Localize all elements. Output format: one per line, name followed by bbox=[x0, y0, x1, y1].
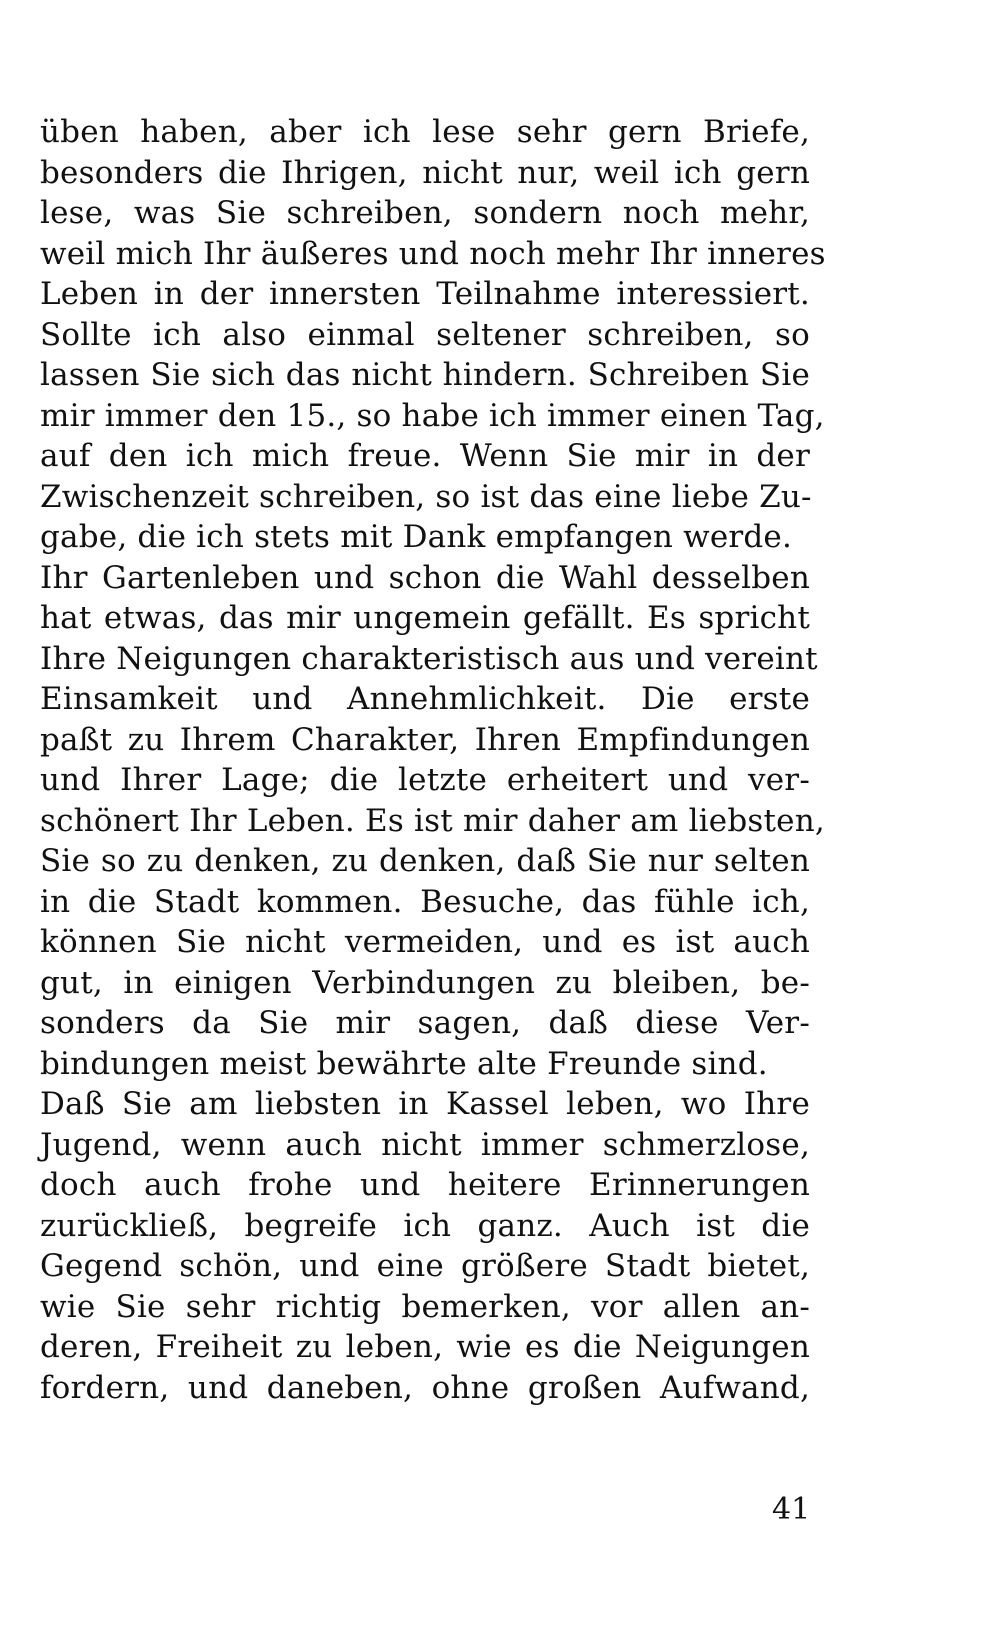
page-number: 41 bbox=[772, 1492, 811, 1527]
text-line: weil mich Ihr äußeres und noch mehr Ihr inneres bbox=[40, 235, 826, 272]
text-line: Sollte ich also einmal seltener schreiben, so bbox=[40, 316, 810, 353]
text-line: zurückließ, begreife ich ganz. Auch ist die bbox=[40, 1207, 810, 1244]
text-line: gut, in einigen Verbindungen zu bleiben, be- bbox=[40, 964, 810, 1001]
text-line: Ihr Gartenleben und schon die Wahl desselben bbox=[40, 559, 810, 596]
text-line: deren, Freiheit zu leben, wie es die Neigungen bbox=[40, 1329, 810, 1365]
text-line: Jugend, wenn auch nicht immer schmerzlose, bbox=[40, 1126, 810, 1163]
text-line: lassen Sie sich das nicht hindern. Schreiben Sie bbox=[40, 357, 810, 393]
text-line: Einsamkeit und Annehmlichkeit. Die erste bbox=[40, 681, 810, 717]
text-line: besonders die Ihrigen, nicht nur, weil ich gern bbox=[40, 154, 810, 191]
text-line: lese, was Sie schreiben, sondern noch mehr, bbox=[40, 195, 810, 231]
text-line: üben haben, aber ich lese sehr gern Briefe, bbox=[40, 114, 810, 150]
text-line: bindungen meist bewährte alte Freunde sind. bbox=[40, 1045, 768, 1082]
text-line: Daß Sie am liebsten in Kassel leben, wo Ihre bbox=[40, 1086, 810, 1122]
text-line: gabe, die ich stets mit Dank empfangen werde. bbox=[40, 519, 793, 555]
body-text bbox=[40, 112, 826, 1408]
text-line: wie Sie sehr richtig bemerken, vor allen an- bbox=[40, 1288, 810, 1325]
text-line: hat etwas, das mir ungemein gefällt. Es spricht bbox=[40, 600, 810, 636]
text-line: Gegend schön, und eine größere Stadt bietet, bbox=[40, 1248, 810, 1284]
text-line: können Sie nicht vermeiden, und es ist auch bbox=[40, 924, 810, 960]
text-line: sonders da Sie mir sagen, daß diese Ver- bbox=[40, 1005, 810, 1041]
text-line: doch auch frohe und heitere Erinnerungen bbox=[40, 1167, 810, 1203]
text-line: auf den ich mich freue. Wenn Sie mir in der bbox=[40, 438, 810, 474]
text-line: und Ihrer Lage; die letzte erheitert und ver- bbox=[40, 762, 810, 798]
text-line: Zwischenzeit schreiben, so ist das eine liebe Zu- bbox=[40, 478, 812, 515]
text-line: mir immer den 15., so habe ich immer einen Tag, bbox=[40, 397, 825, 434]
text-line: in die Stadt kommen. Besuche, das fühle ich, bbox=[40, 883, 810, 920]
text-line: Ihre Neigungen charakteristisch aus und vereint bbox=[40, 640, 818, 677]
text-line: Sie so zu denken, zu denken, daß Sie nur selten bbox=[40, 843, 810, 879]
text-line: fordern, und daneben, ohne großen Aufwand, bbox=[40, 1369, 810, 1406]
text-line: Leben in der innersten Teilnahme interessiert. bbox=[40, 276, 810, 312]
text-line: schönert Ihr Leben. Es ist mir daher am liebsten, bbox=[40, 802, 825, 839]
text-line: paßt zu Ihrem Charakter, Ihren Empfindungen bbox=[40, 721, 810, 758]
